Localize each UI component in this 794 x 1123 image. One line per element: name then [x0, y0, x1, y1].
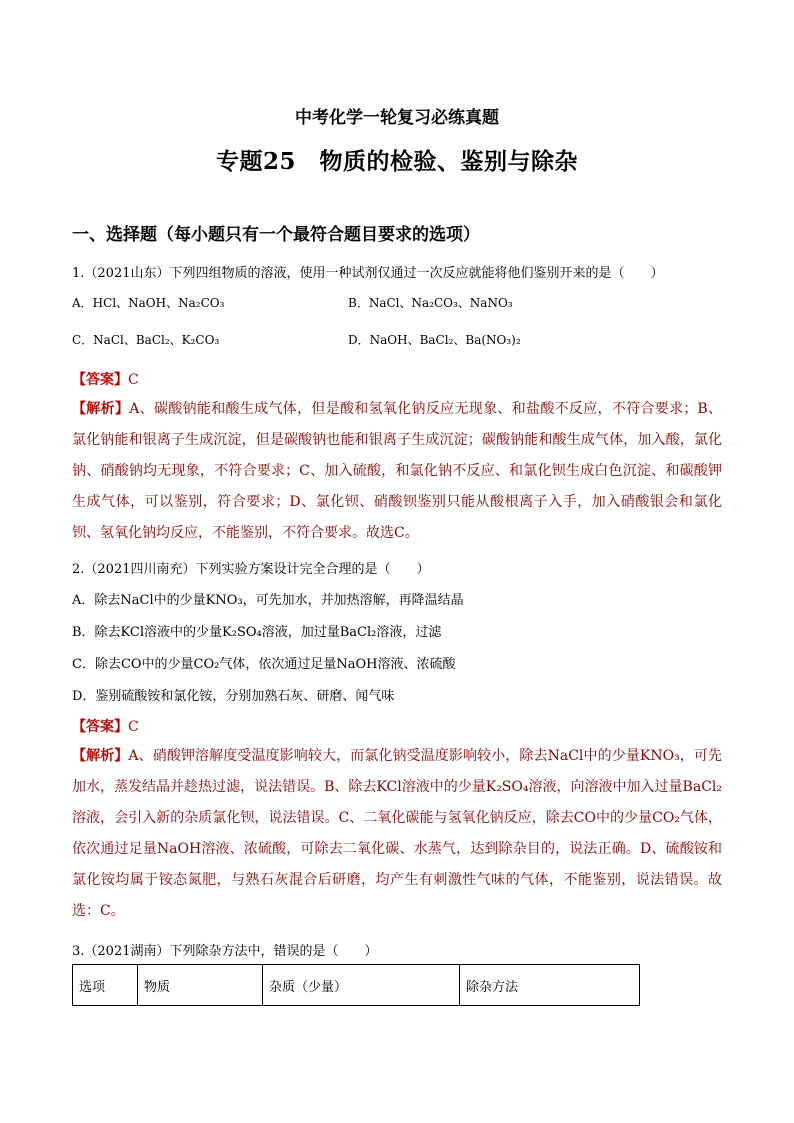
q3-table: [72, 964, 640, 1006]
q2-answer-tag: 【答案】: [72, 719, 128, 735]
q1-option-d: D．NaOH、BaCl₂、Ba(NO₃)₂: [348, 333, 521, 347]
q2-stem: 2.（2021四川南充）下列实验方案设计完全合理的是（ ）: [72, 562, 430, 577]
q2-analysis-tag: 【解析】: [72, 748, 129, 764]
document-subtitle: 专题25 物质的检验、鉴别与除杂: [215, 148, 578, 175]
q2-option-c: C．除去CO中的少量CO₂气体，依次通过足量NaOH溶液、浓硫酸: [72, 657, 456, 672]
q1-answer-tag: 【答案】: [72, 372, 128, 388]
table-header-cell: 除杂方法: [460, 965, 640, 1006]
q2-option-d: D．鉴别硫酸铵和氯化铵，分别加熟石灰、研磨、闻气味: [72, 689, 395, 704]
q2-option-a: A．除去NaCl中的少量KNO₃，可先加水，并加热溶解，再降温结晶: [72, 593, 464, 608]
q1-analysis-text: A、碳酸钠能和酸生成气体，但是酸和氢氧化钠反应无现象、和盐酸不反应，不符合要求；B、氯化钠能和银离子生成沉淀，但是碳酸钠也能和银离子生成沉淀；碳酸钠能和酸生成气体，加入酸，氯化钠、硝酸钠均无现象，不符合要求；C、加入硫酸，和氯化钠不反应、和氯化钡生成白色沉淀、和碳酸钾生成气体，可以鉴别，符合要求；D、氯化钡、硝酸钡鉴别只能从酸根离子入手，加入硝酸银会和氯化钡、氢氧化钠均反应，不能鉴别，不符合要求。故选C。: [72, 401, 723, 541]
q1-answer-value: C: [128, 372, 139, 388]
document-title: 中考化学一轮复习必练真题: [295, 108, 499, 128]
q1-option-c: C．NaCl、BaCl₂、K₂CO₃: [72, 333, 220, 347]
table-header-cell: 物质: [138, 965, 263, 1006]
q1-stem: 1.（2021山东）下列四组物质的溶液，使用一种试剂仅通过一次反应就能将他们鉴别开来的是（ ）: [72, 266, 664, 281]
section-heading: 一、选择题（每小题只有一个最符合题目要求的选项）: [72, 225, 480, 245]
q2-option-b: B．除去KCl溶液中的少量K₂SO₄溶液，加过量BaCl₂溶液，过滤: [72, 625, 442, 640]
q2-answer-value: C: [128, 719, 139, 735]
table-header-cell: 杂质（少量）: [263, 965, 460, 1006]
q1-analysis-tag: 【解析】: [72, 401, 130, 417]
q1-analysis: [72, 394, 722, 549]
q3-stem: 3.（2021湖南）下列除杂方法中，错误的是（ ）: [72, 944, 378, 959]
q1-answer: [72, 369, 139, 389]
q2-analysis-text: A、硝酸钾溶解度受温度影响较大，而氯化钠受温度影响较小，除去NaCl中的少量KNO₃，可先加水，蒸发结晶并趁热过滤，说法错误。B、除去KCl溶液中的少量K₂SO₄溶液，向溶液中加入过量BaCl₂溶液，会引入新的杂质氯化钡，说法错误。C、二氧化碳能与氢氧化钠反应，除去CO中的少量CO₂气体，依次通过足量NaOH溶液、浓硫酸，可除去二氧化碳、水蒸气，达到除杂目的，说法正确。D、硫酸铵和氯化铵均属于铵态氮肥，与熟石灰混合后研磨，均产生有刺激性气味的气体，不能鉴别，说法错误。故选：C。: [72, 748, 723, 919]
table-header-row: [73, 965, 640, 1006]
q1-option-a: A．HCl、NaOH、Na₂CO₃: [72, 296, 225, 310]
q2-answer: [72, 716, 139, 736]
q2-analysis: [72, 741, 722, 927]
table-header-cell: 选项: [73, 965, 138, 1006]
q1-option-b: B．NaCl、Na₂CO₃、NaNO₃: [348, 296, 513, 310]
